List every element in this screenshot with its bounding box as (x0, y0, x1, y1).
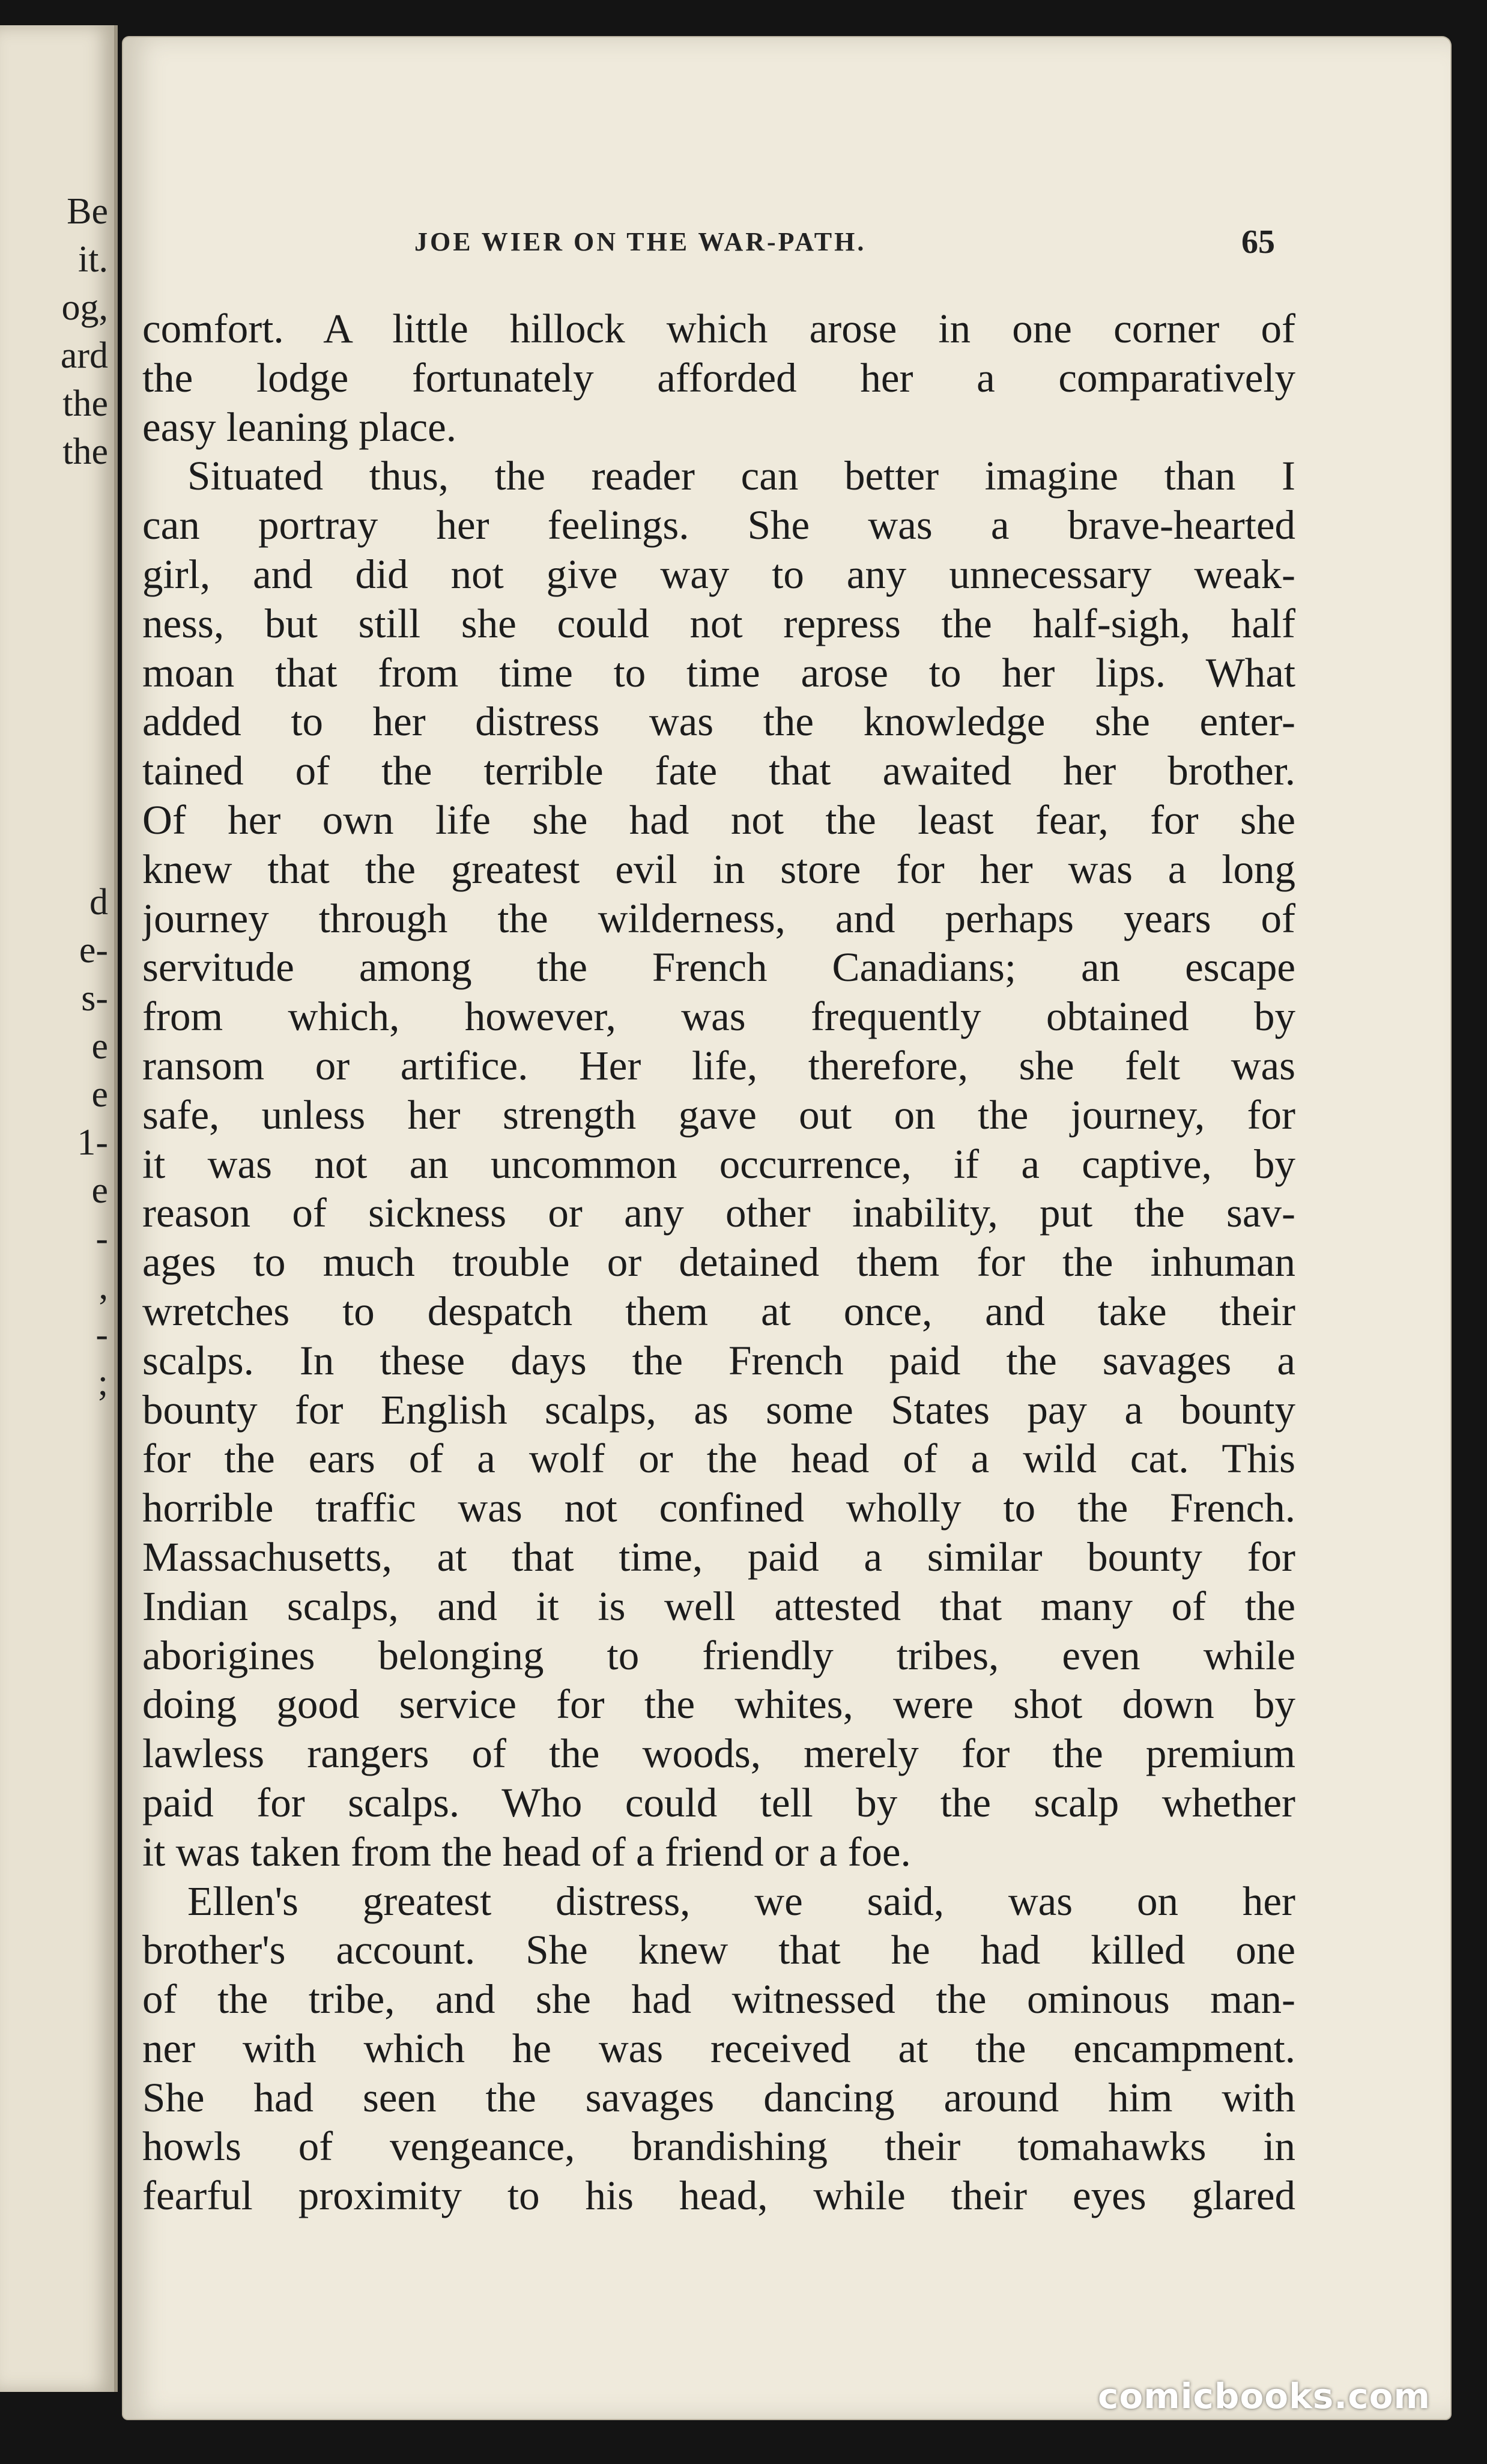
adjacent-page-fragment: it. (78, 239, 108, 280)
adjacent-page-fragment: the (62, 431, 108, 472)
text-line: fearful proximity to his head, while their eyes glared (142, 2173, 1295, 2219)
text-line: scalps. In these days the French paid the savages a (142, 1337, 1295, 1383)
text-line: ner with which he was received at the encampment. (142, 2025, 1295, 2071)
text-line: added to her distress was the knowledge she enter- (142, 699, 1295, 745)
adjacent-page-fragment: s- (81, 978, 108, 1019)
text-line: journey through the wilderness, and perhaps years of (142, 895, 1295, 941)
page-number: 65 (1241, 223, 1275, 261)
text-line: tained of the terrible fate that awaited her brother. (142, 748, 1295, 794)
text-line: can portray her feelings. She was a brave-hearted (142, 502, 1295, 548)
text-line: comfort. A little hillock which arose in one corner of (142, 306, 1295, 351)
text-line: for the ears of a wolf or the head of a wild cat. This (142, 1436, 1295, 1482)
running-head (123, 223, 1450, 269)
text-line: Of her own life she had not the least fear, for she (142, 797, 1295, 843)
text-line: from which, however, was frequently obtained by (142, 994, 1295, 1040)
adjacent-page-fragment: e (91, 1074, 108, 1115)
text-line: knew that the greatest evil in store for her was a long (142, 846, 1295, 892)
adjacent-page-fragment: 1- (77, 1122, 108, 1163)
adjacent-page-fragment: ; (97, 1362, 108, 1403)
body-text (142, 305, 1295, 2221)
site-watermark: comicbooks.com (1098, 2376, 1431, 2417)
text-line: girl, and did not give way to any unnecessary weak- (142, 551, 1295, 597)
text-line: it was not an uncommon occurrence, if a captive, by (142, 1141, 1295, 1187)
text-line: lawless rangers of the woods, merely for the premium (142, 1731, 1295, 1777)
text-line: ages to much trouble or detained them for the inhuman (142, 1239, 1295, 1285)
text-line: She had seen the savages dancing around him with (142, 2074, 1295, 2120)
adjacent-page-fragment: e- (79, 930, 108, 971)
adjacent-page-fragment: the (62, 383, 108, 424)
text-line: wretches to despatch them at once, and take their (142, 1288, 1295, 1334)
text-line: of the tribe, and she had witnessed the ominous man- (142, 1976, 1295, 2022)
adjacent-page-fragment: , (98, 1266, 108, 1307)
adjacent-page-fragment: e (91, 1026, 108, 1067)
adjacent-page-fragment: - (95, 1314, 108, 1355)
text-line: doing good service for the whites, were shot down by (142, 1681, 1295, 1728)
adjacent-page-edge (0, 25, 118, 2392)
text-line: ness, but still she could not repress the half-sigh, half (142, 600, 1295, 646)
text-line: paid for scalps. Who could tell by the scalp whether (142, 1779, 1295, 1825)
adjacent-page-fragment: Be (67, 191, 108, 232)
text-line: it was taken from the head of a friend or a foe. (142, 1828, 911, 1875)
text-line: Indian scalps, and it is well attested that many of the (142, 1583, 1295, 1629)
text-line: safe, unless her strength gave out on the journey, for (142, 1091, 1295, 1138)
adjacent-page-fragment: - (95, 1218, 108, 1259)
adjacent-page-fragment: e (91, 1170, 108, 1211)
text-line: reason of sickness or any other inability, put the sav- (142, 1190, 1295, 1236)
text-line: bounty for English scalps, as some States pay a bounty (142, 1386, 1295, 1433)
text-line: easy leaning place. (142, 404, 456, 450)
text-line: the lodge fortunately afforded her a comparatively (142, 354, 1295, 401)
text-line: Massachusetts, at that time, paid a similar bounty for (142, 1534, 1295, 1580)
adjacent-page-fragment: og, (61, 287, 108, 328)
text-line: horrible traffic was not confined wholly to the French. (142, 1485, 1295, 1531)
text-line: howls of vengeance, brandishing their tomahawks in (142, 2123, 1295, 2170)
text-line: aborigines belonging to friendly tribes, even while (142, 1632, 1295, 1678)
text-line: moan that from time to time arose to her lips. What (142, 649, 1295, 696)
text-line: ransom or artifice. Her life, therefore, she felt was (142, 1042, 1295, 1088)
text-line: Ellen's greatest distress, we said, was on her (187, 1878, 1295, 1924)
adjacent-page-fragment: ard (60, 335, 108, 376)
running-title: JOE WIER ON THE WAR-PATH. (414, 227, 867, 256)
text-line: Situated thus, the reader can better imagine than I (187, 453, 1295, 499)
text-line: servitude among the French Canadians; an escape (142, 944, 1295, 991)
text-line: brother's account. She knew that he had killed one (142, 1927, 1295, 1973)
adjacent-page-fragment: d (89, 882, 108, 923)
book-page (123, 37, 1450, 2419)
